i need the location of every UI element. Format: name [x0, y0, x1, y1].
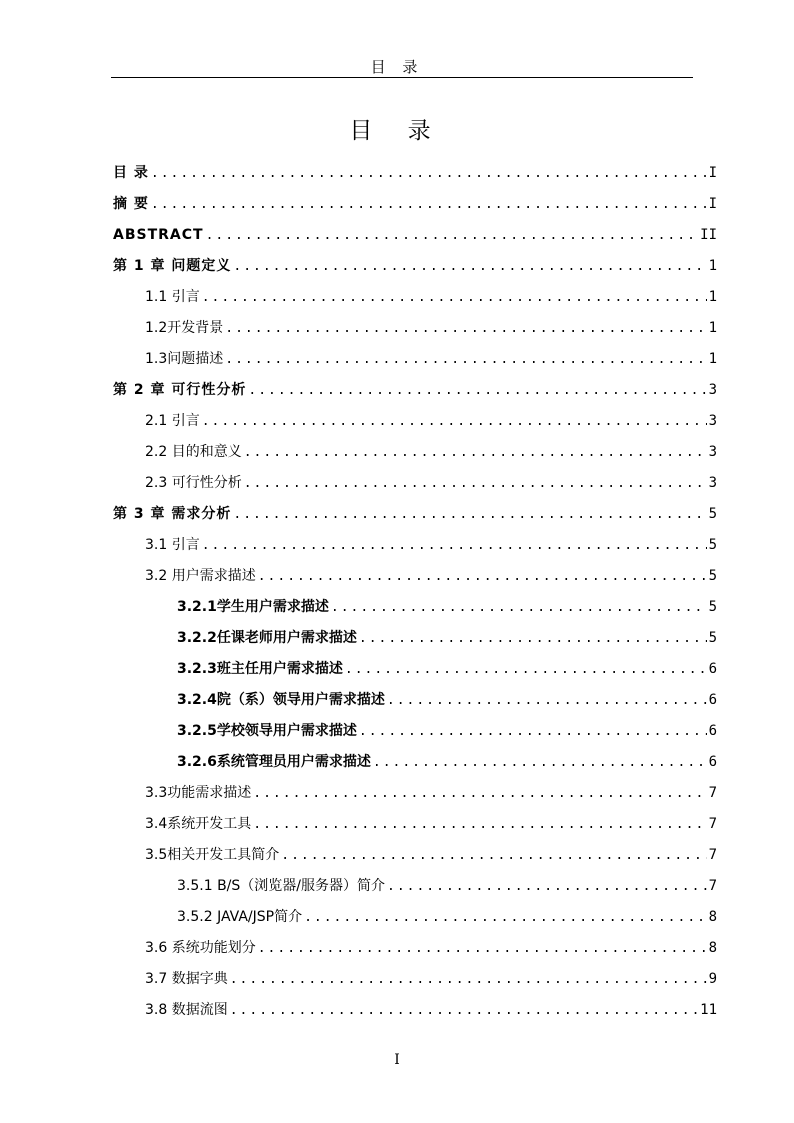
toc-entry-label: 第 1 章 问题定义	[113, 258, 232, 274]
toc-entry[interactable]	[113, 964, 717, 995]
toc-entry-page: 5	[708, 599, 717, 615]
header-rule	[111, 77, 693, 78]
toc-entry[interactable]	[113, 778, 717, 809]
toc-entry-label: 2.2 目的和意义	[145, 444, 242, 460]
toc-entry-page: I	[708, 165, 717, 181]
toc-leader-dots	[258, 933, 707, 964]
toc-leader-dots	[248, 375, 706, 406]
toc-leader-dots	[225, 313, 706, 344]
toc-entry[interactable]	[113, 158, 717, 189]
toc-entry-label: 摘 要	[113, 196, 149, 212]
toc-leader-dots	[359, 716, 707, 747]
toc-entry-label: 3.2.4院（系）领导用户需求描述	[177, 692, 385, 708]
toc-leader-dots	[151, 158, 707, 189]
toc-entry-label: 目 录	[113, 165, 149, 181]
toc-entry-page: 1	[708, 320, 717, 336]
toc-entry-page: 5	[708, 506, 717, 522]
toc-entry[interactable]	[113, 220, 717, 251]
toc-entry[interactable]	[113, 561, 717, 592]
toc-entry-page: 11	[700, 1002, 717, 1018]
toc-entry-label: 1.3问题描述	[145, 351, 224, 367]
toc-entry[interactable]	[113, 406, 717, 437]
toc-entry[interactable]	[113, 933, 717, 964]
toc-entry-label: 3.2.3班主任用户需求描述	[177, 661, 343, 677]
toc-leader-dots	[253, 778, 706, 809]
toc-entry-page: 9	[708, 971, 717, 987]
toc-entry[interactable]	[113, 716, 717, 747]
toc-entry-page: 7	[708, 847, 717, 863]
toc-entry[interactable]	[113, 747, 717, 778]
toc-entry[interactable]	[113, 902, 717, 933]
toc-entry[interactable]	[113, 468, 717, 499]
page-title: 目 录	[349, 118, 445, 144]
toc-entry[interactable]	[113, 840, 717, 871]
running-header: 目 录	[370, 58, 424, 76]
toc-leader-dots	[230, 995, 698, 1026]
toc-leader-dots	[244, 437, 707, 468]
toc-entry-label: 2.1 引言	[145, 413, 200, 429]
toc-entry-page: 8	[708, 940, 717, 956]
toc-entry-page: 3	[708, 444, 717, 460]
toc-entry-page: 7	[708, 878, 717, 894]
toc-leader-dots	[233, 499, 706, 530]
toc-entry-label: 3.1 引言	[145, 537, 200, 553]
toc-entry-page: II	[700, 227, 717, 243]
toc-entry-label: 1.2开发背景	[145, 320, 224, 336]
toc-entry[interactable]	[113, 809, 717, 840]
toc-entry[interactable]	[113, 654, 717, 685]
toc-leader-dots	[387, 871, 707, 902]
toc-leader-dots	[304, 902, 706, 933]
toc-entry-page: 7	[708, 816, 717, 832]
toc-entry[interactable]	[113, 499, 717, 530]
toc-leader-dots	[331, 592, 707, 623]
toc-entry-label: 3.7 数据字典	[145, 971, 228, 987]
toc-entry[interactable]	[113, 685, 717, 716]
toc-entry[interactable]	[113, 282, 717, 313]
toc-leader-dots	[387, 685, 707, 716]
toc-entry-label: 3.2.6系统管理员用户需求描述	[177, 754, 371, 770]
toc-entry[interactable]	[113, 313, 717, 344]
toc-leader-dots	[244, 468, 707, 499]
toc-leader-dots	[345, 654, 707, 685]
toc-entry-label: 1.1 引言	[145, 289, 200, 305]
toc-entry-page: 6	[708, 723, 717, 739]
toc-leader-dots	[206, 220, 699, 251]
toc-leader-dots	[373, 747, 707, 778]
table-of-contents	[113, 158, 717, 1026]
toc-entry-label: 3.3功能需求描述	[145, 785, 252, 801]
toc-entry-label: 3.2 用户需求描述	[145, 568, 256, 584]
toc-entry-label: 3.2.2任课老师用户需求描述	[177, 630, 357, 646]
toc-leader-dots	[230, 964, 707, 995]
toc-entry-page: 8	[708, 909, 717, 925]
toc-entry-page: 5	[708, 537, 717, 553]
toc-entry[interactable]	[113, 530, 717, 561]
toc-entry[interactable]	[113, 189, 717, 220]
toc-entry-page: 7	[708, 785, 717, 801]
toc-leader-dots	[202, 282, 707, 313]
toc-entry-page: 1	[708, 258, 717, 274]
toc-entry-label: 3.5.2 JAVA/JSP简介	[177, 909, 303, 925]
toc-entry-label: 3.4系统开发工具	[145, 816, 252, 832]
toc-entry-page: 6	[708, 661, 717, 677]
toc-leader-dots	[281, 840, 706, 871]
toc-leader-dots	[151, 189, 707, 220]
toc-entry-page: 3	[708, 413, 717, 429]
toc-entry-label: 3.2.1学生用户需求描述	[177, 599, 329, 615]
toc-entry-page: 3	[708, 382, 717, 398]
toc-entry-page: 6	[708, 692, 717, 708]
toc-entry-page: 3	[708, 475, 717, 491]
toc-entry-page: 5	[708, 630, 717, 646]
toc-entry-label: 3.8 数据流图	[145, 1002, 228, 1018]
toc-leader-dots	[258, 561, 707, 592]
page-number: I	[394, 1052, 400, 1068]
toc-entry-label: 2.3 可行性分析	[145, 475, 242, 491]
toc-entry-label: ABSTRACT	[113, 227, 204, 243]
toc-entry-label: 第 3 章 需求分析	[113, 506, 232, 522]
toc-leader-dots	[359, 623, 707, 654]
toc-entry-label: 3.2.5学校领导用户需求描述	[177, 723, 357, 739]
toc-leader-dots	[233, 251, 706, 282]
toc-entry[interactable]	[113, 623, 717, 654]
toc-entry[interactable]	[113, 375, 717, 406]
toc-entry-page: I	[708, 196, 717, 212]
toc-entry-page: 1	[708, 289, 717, 305]
toc-entry[interactable]	[113, 344, 717, 375]
toc-entry-page: 6	[708, 754, 717, 770]
toc-entry-page: 1	[708, 351, 717, 367]
toc-entry-label: 第 2 章 可行性分析	[113, 382, 247, 398]
toc-entry-label: 3.6 系统功能划分	[145, 940, 256, 956]
toc-leader-dots	[202, 530, 707, 561]
toc-entry[interactable]	[113, 592, 717, 623]
toc-entry[interactable]	[113, 251, 717, 282]
toc-entry[interactable]	[113, 871, 717, 902]
toc-leader-dots	[202, 406, 707, 437]
toc-entry-page: 5	[708, 568, 717, 584]
toc-entry-label: 3.5相关开发工具简介	[145, 847, 280, 863]
toc-leader-dots	[225, 344, 706, 375]
toc-entry[interactable]	[113, 995, 717, 1026]
toc-entry[interactable]	[113, 437, 717, 468]
toc-leader-dots	[253, 809, 706, 840]
toc-entry-label: 3.5.1 B/S（浏览器/服务器）简介	[177, 878, 385, 894]
